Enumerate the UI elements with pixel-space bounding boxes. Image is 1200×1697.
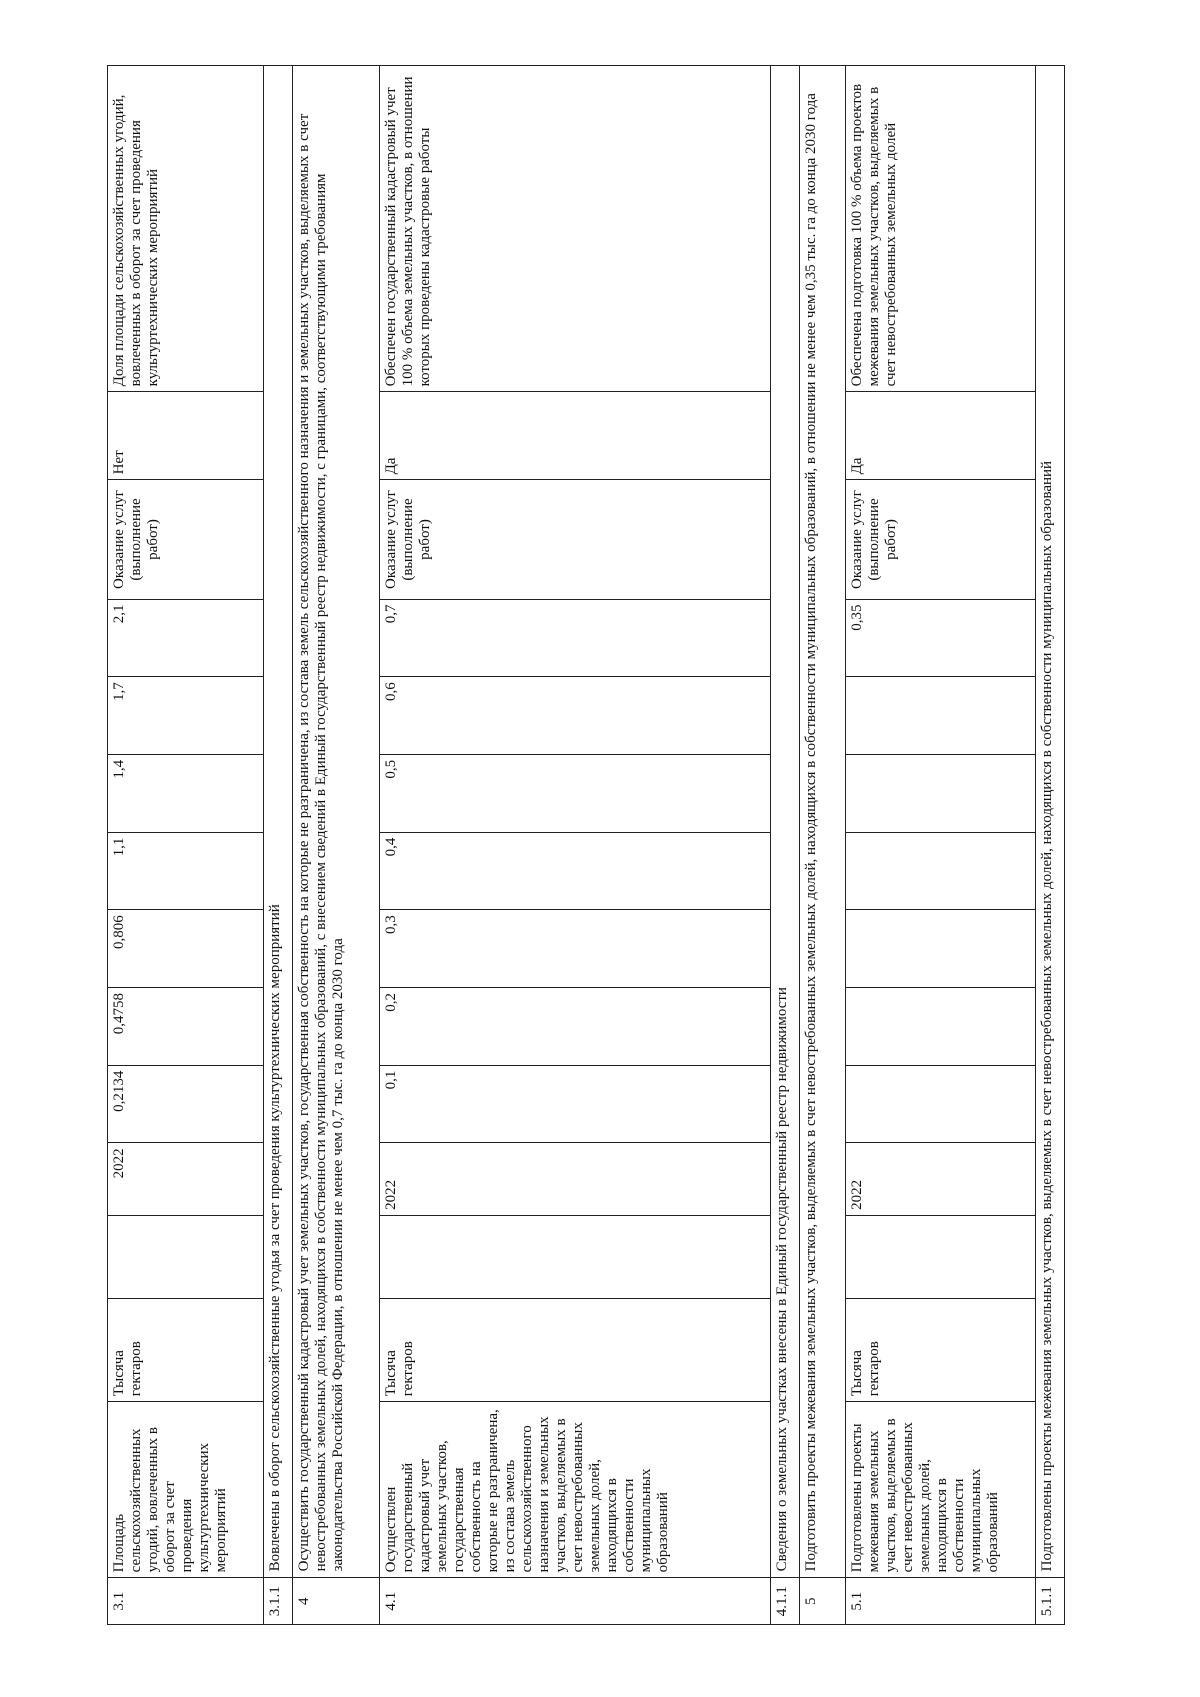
row-number: 3.1.1 xyxy=(264,1578,293,1625)
value-cell: 0,3 xyxy=(380,910,770,988)
row-number: 5.1.1 xyxy=(1035,1578,1064,1625)
value-cell: 0,35 xyxy=(846,599,1036,677)
table-row-4 xyxy=(293,66,380,1625)
value-cell: 1,7 xyxy=(108,677,264,755)
value-cell: 0,806 xyxy=(108,910,264,988)
table-row-5-1-1 xyxy=(1035,66,1064,1625)
table-row-3-1 xyxy=(108,66,264,1625)
indicator-name: Осуществлен государственный кадастровый учет земельных участков, государственная собственность на которые не разграничена, из состава земель сельскохозяйственного назначения и земельных участков, выделяемых в счет невостребованных земельных долей, находящихся в собственности муниципальных образований xyxy=(380,1402,770,1578)
value-cell xyxy=(846,677,1036,755)
value-cell: 1,1 xyxy=(108,832,264,910)
unit-cell: Тысяча гектаров xyxy=(846,1298,1036,1402)
row-number: 4.1 xyxy=(380,1578,770,1625)
value-cell: 0,4 xyxy=(380,832,770,910)
value-cell: 1,4 xyxy=(108,754,264,832)
type-cell: Оказание услуг (выполнение работ) xyxy=(380,480,770,599)
table-row-4-1-1 xyxy=(770,66,799,1625)
flag-cell: Нет xyxy=(108,392,264,480)
unit-cell: Тысяча гектаров xyxy=(108,1298,264,1402)
value-cell: 0,5 xyxy=(380,754,770,832)
rotated-table-page xyxy=(107,65,1065,1625)
value-cell xyxy=(846,910,1036,988)
value-cell xyxy=(846,1065,1036,1143)
row-number: 4.1.1 xyxy=(770,1578,799,1625)
value-cell: 0,7 xyxy=(380,599,770,677)
indicator-name: Подготовлены проекты межевания земельных участков, выделяемых в счет невостребованных земельных долей, находящихся в собственности муниципальных образований xyxy=(846,1402,1036,1578)
row-number: 5.1 xyxy=(846,1578,1036,1625)
base-value-cell xyxy=(846,1215,1036,1298)
value-cell xyxy=(846,987,1036,1065)
section-text: Подготовлены проекты межевания земельных участков, выделяемых в счет невостребованных земельных долей, находящихся в собственности муниципальных образований xyxy=(1035,66,1064,1578)
flag-cell: Да xyxy=(380,392,770,480)
linked-indicator-cell: Обеспечен государственный кадастровый учет 100 % объема земельных участков, в отношении которых проведены кадастровые работы xyxy=(380,66,770,392)
value-cell: 2,1 xyxy=(108,599,264,677)
base-year-cell: 2022 xyxy=(380,1143,770,1216)
section-text: Вовлечены в оборот сельскохозяйственные угодья за счет проведения культуртехнических мероприятий xyxy=(264,66,293,1578)
table-row-5-1 xyxy=(846,66,1036,1625)
table-row-4-1 xyxy=(380,66,770,1625)
unit-cell: Тысяча гектаров xyxy=(380,1298,770,1402)
type-cell: Оказание услуг (выполнение работ) xyxy=(846,480,1036,599)
indicators-table xyxy=(107,65,1065,1625)
value-cell xyxy=(846,754,1036,832)
linked-indicator-cell: Обеспечена подготовка 100 % объема проектов межевания земельных участков, выделяемых в счет невостребованных земельных долей xyxy=(846,66,1036,392)
value-cell: 0,2 xyxy=(380,987,770,1065)
table-row-3-1-1 xyxy=(264,66,293,1625)
base-value-cell xyxy=(108,1215,264,1298)
row-number: 5 xyxy=(799,1578,846,1625)
row-number: 4 xyxy=(293,1578,380,1625)
indicator-name: Площадь сельскохозяйственных угодий, вовлеченных в оборот за счет проведения культуртехнических мероприятий xyxy=(108,1402,264,1578)
value-cell xyxy=(846,832,1036,910)
linked-indicator-cell: Доля площади сельскохозяйственных угодий, вовлеченных в оборот за счет проведения культуртехнических мероприятий xyxy=(108,66,264,392)
value-cell: 0,2134 xyxy=(108,1065,264,1143)
type-cell: Оказание услуг (выполнение работ) xyxy=(108,480,264,599)
value-cell: 0,6 xyxy=(380,677,770,755)
flag-cell: Да xyxy=(846,392,1036,480)
value-cell: 0,4758 xyxy=(108,987,264,1065)
task-text: Подготовить проекты межевания земельных участков, выделяемых в счет невостребованных земельных долей, находящихся в собственности муниципальных образований, в отношении не менее чем 0,35 тыс. га до конца 2030 года xyxy=(799,66,846,1578)
value-cell: 0,1 xyxy=(380,1065,770,1143)
table-row-5 xyxy=(799,66,846,1625)
base-value-cell xyxy=(380,1215,770,1298)
row-number: 3.1 xyxy=(108,1578,264,1625)
task-text: Осуществить государственный кадастровый учет земельных участков, государственная собственность на которые не разграничена, из состава земель сельскохозяйственного назначения и земельных участков, выделяемых в счет невостребованных земельных долей, находящихся в собственности муниципальных образований, с внесением сведений в Единый государственный реестр недвижимости, с границами, соответствующими требованиям законодательства Российской Федерации, в отношении не менее чем 0,7 тыс. га до конца 2030 года xyxy=(293,66,380,1578)
base-year-cell: 2022 xyxy=(108,1143,264,1216)
base-year-cell: 2022 xyxy=(846,1143,1036,1216)
section-text: Сведения о земельных участках внесены в Единый государственный реестр недвижимости xyxy=(770,66,799,1578)
